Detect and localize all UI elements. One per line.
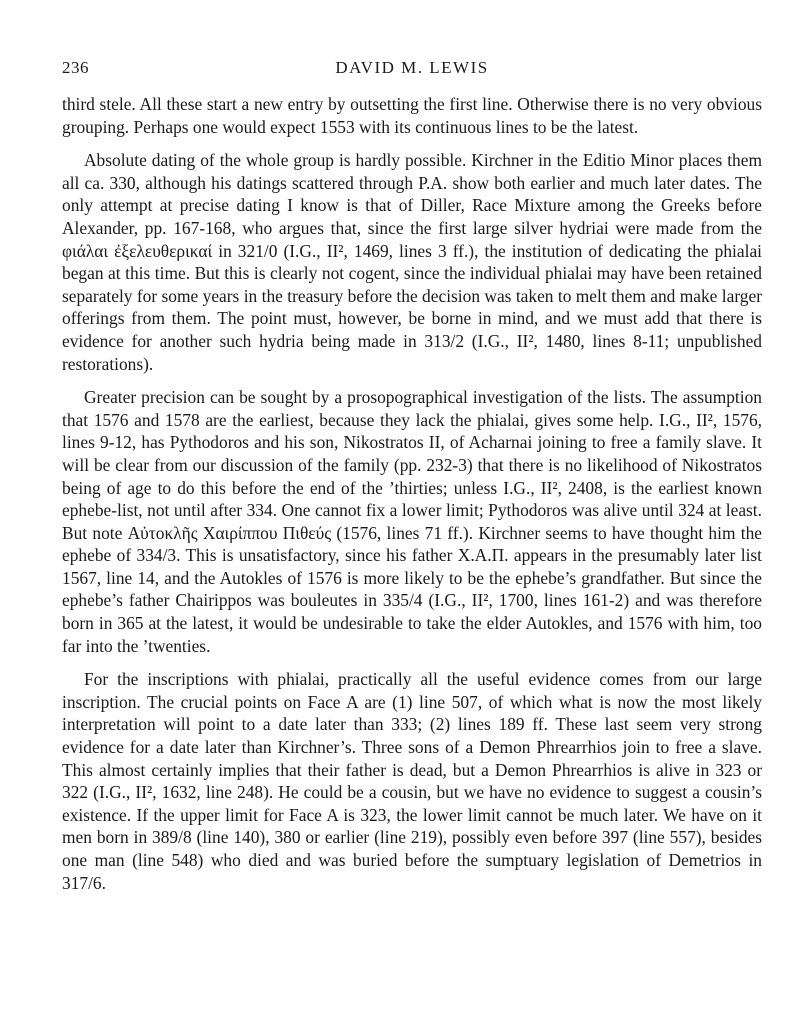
running-head [62, 58, 762, 80]
paragraph-3: Greater precision can be sought by a prosopographical investigation of the lists. The assumption that 1576 and 1578 are the earliest, because they lack the phialai, gives some help. I.G., II², 1576, lines 9-12, has Pythodoros and his son, Nikostratos II, of Acharnai joining to free a family slave. It will be clear from our discussion of the family (pp. 232-3) that there is no likelihood of Nikostratos being of age to do this before the end of the ’thirties; unless I.G., II², 2408, is the earliest known ephebe-list, not until after 334. One cannot fix a lower limit; Pythodoros was alive until 324 at least. But note Αὐτοκλῆς Χαιρίππου Πιθεύς (1576, lines 71 ff.). Kirchner seems to have thought him the ephebe of 334/3. This is unsatisfactory, since his father Χ.Α.Π. appears in the presumably later list 1567, line 14, and the Autokles of 1576 is more likely to be the ephebe’s grandfather. But since the ephebe’s father Chairippos was bouleutes in 335/4 (I.G., II², 1700, lines 161-2) and was therefore born in 365 at the latest, it would be undesirable to take the elder Autokles, and 1576 with him, too far into the ’twenties. [62, 387, 762, 656]
paragraph-4: For the inscriptions with phialai, practically all the useful evidence comes from our large inscription. The crucial points on Face A are (1) line 507, of which what is now the most likely interpretation will point to a date later than 333; (2) lines 189 ff. These last seem very strong evidence for a date later than Kirchner’s. Three sons of a Demon Phrearrhios join to free a slave. This almost certainly implies that their father is dead, but a Demon Phrearrhios is alive in 323 or 322 (I.G., II², 1632, line 248). He could be a cousin, but we have no evidence to suggest a cousin’s existence. If the upper limit for Face A is 323, the lower limit cannot be much later. We have on it men born in 389/8 (line 140), 380 or earlier (line 219), possibly even before 397 (line 557), besides one man (line 548) who died and was buried before the sumptuary legislation of Demetrios in 317/6. [62, 669, 762, 893]
page-number: 236 [62, 58, 89, 77]
paragraph-2: Absolute dating of the whole group is hardly possible. Kirchner in the Editio Minor places them all ca. 330, although his datings scattered through P.A. show both earlier and much later dates. The only attempt at precise dating I know is that of Diller, Race Mixture among the Greeks before Alexander, pp. 167-168, who argues that, since the first large silver hydriai were made from the φιάλαι ἐξελευθερικαί in 321/0 (I.G., II², 1469, lines 3 ff.), the institution of dedicating the phialai began at this time. But this is clearly not cogent, since the individual phialai may have been retained separately for some years in the treasury before the decision was taken to melt them and make larger offerings from them. The point must, however, be borne in mind, and we must add that there is evidence for another such hydria being made in 313/2 (I.G., II², 1480, lines 8-11; unpublished restorations). [62, 150, 762, 374]
running-title: DAVID M. LEWIS [335, 58, 489, 77]
paragraph-1: third stele. All these start a new entry by outsetting the first line. Otherwise there is no very obvious grouping. Perhaps one would expect 1553 with its continuous lines to be the latest. [62, 94, 762, 137]
body-text [62, 93, 762, 894]
page [62, 58, 762, 894]
